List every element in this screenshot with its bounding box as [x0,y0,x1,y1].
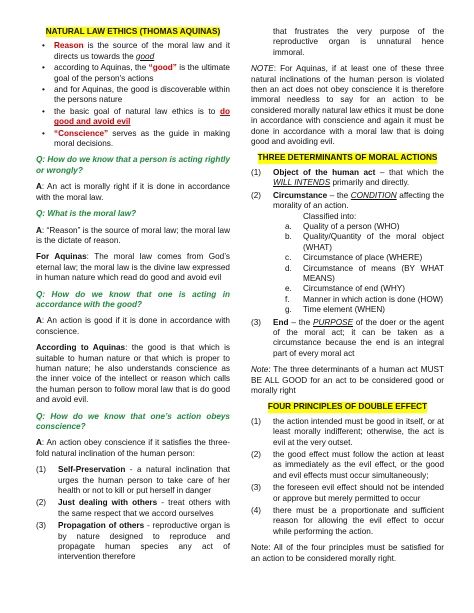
list-item: (1) Object of the human act – that which the WILL INTENDS primarily and directly. [251,167,444,188]
determinants-list [251,168,444,359]
sublist-item: b. Quality/Quantity of the moral object (WHAT) [285,232,444,252]
sublist-item: e. Circumstance of end (WHY) [285,284,405,294]
note-double-effect: Note: All of the four principles must be satisfied for an action to be considered morally right. [251,543,444,563]
sublist-item: f. Manner in which action is done (HOW) [285,294,444,304]
natural-law-bullets [36,41,230,149]
answer-2: A: “Reason” is the source of moral law; the moral law is the dictate of reason. [36,225,230,245]
list-item: (3) Propagation of others - reproductive organ is by nature designed to reproduce and propagate human species any act of intervention therefore [36,521,231,562]
aquinas-good: According to Aquinas: the good is that which is suitable to human nature or that which is proper to human nature; he also understands conscience as the inner voice of the intellect or reason which calls the human person to follow moral law that is do good and avoid evil. [36,343,230,405]
section-title-double-effect: FOUR PRINCIPLES OF DOUBLE EFFECT [267,402,428,412]
list-item: (4) there must be a proportionate and sufficient reason for allowing the evil effect to occur while performing the action. [251,506,444,536]
section-title-natural-law: NATURAL LAW ETHICS (THOMAS AQUINAS) [45,27,221,36]
aquinas-moral-law: For Aquinas: The moral law comes from God’s eternal law; the moral law is the divine law expressed in human nature which read do good and avoid evil [36,252,230,283]
answer-3: A: An action is good if it is done in accordance with conscience. [36,316,230,336]
answer-4: A: An action obey conscience if it satisfies the three-fold natural inclination of the human person: [36,438,230,458]
list-item: (2) Circumstance – the CONDITION affecting the morality of an action. Classified into: a. Quality of a person (WHO) b. Quality/Quantity of the moral object (WHAT) c. Circumstance of place (WHERE) d. Circumstance of means (BY WHAT MEANS) e. Circumstance of end (WHY) f. Manner in which action is done (HOW) g. Time element (WHEN) [251,190,445,315]
circumstance-sublist [273,222,444,316]
bullet-item: • according to Aquinas, the “good” is the ultimate goal of the person's actions [54,63,230,84]
list-item: (1) Self-Preservation - a natural inclination that urges the human person to take care of her health or not to kill or put herself in danger [36,465,230,496]
question-3: Q: How do we know that one is acting in accordance with the good? [36,289,230,309]
sublist-item: g. Time element (WHEN) [285,305,386,315]
list-item: (3) the foreseen evil effect should not be intended or approve but merely permitted to occur [251,483,444,503]
section-title-determinants: THREE DETERMINANTS OF MORAL ACTIONS [257,153,438,163]
sublist-item: c. Circumstance of place (WHERE) [285,253,423,263]
list-item: (3) End – the PURPOSE of the doer or the agent of the moral act; it can be taken as a circumstance because the end is an integral part of every moral act [251,317,444,358]
left-column [36,27,230,569]
sublist-item: d. Circumstance of means (BY WHAT MEANS) [285,263,444,283]
inclinations-list [36,465,230,563]
classified-into-label: Classified into: [303,211,357,221]
bullet-item: • “Conscience” serves as the guide in making moral decisions. [54,129,230,150]
note-determinants: Note: The three determinants of a human act MUST BE ALL GOOD for an act to be considered good or morally right [251,365,444,395]
right-column [251,27,444,570]
bullet-item: • and for Aquinas, the good is discoverable within the persons nature [54,85,230,106]
note-aquinas: NOTE: For Aquinas, if at least one of these three natural inclinations of the human person is violated then an act does not obey conscience it is therefore immoral needless to say for an action to be considered morally natural law ethics it must be done in accordance with conscience and again it must be done in accordance with a moral law that is doing good and avoiding evil. [251,64,444,147]
inclination-continuation: that frustrates the very purpose of the reproductive organ is unnatural hence immoral. [273,27,444,57]
question-1: Q: How do we know that a person is acting rightly or wrongly? [36,155,230,175]
answer-1: A: An act is morally right if it is done in accordance with the moral law. [36,182,230,202]
list-item: (1) the action intended must be good in itself, or at least morally indifferent; otherwise, the act is evil at the very outset. [251,416,444,447]
list-item: (2) Just dealing with others - treat others with the same respect that we accord ourselves [36,498,230,518]
question-2: Q: What is the moral law? [36,209,137,219]
question-4: Q: How do we know that one’s action obeys conscience? [36,411,230,431]
bullet-item: • Reason is the source of the moral law and it directs us towards the good [54,41,230,62]
list-item: (2) the good effect must follow the action at least as immediately as the evil effect, or the good and evil effects must occur simultaneously; [251,450,444,480]
bullet-item: • the basic goal of natural law ethics is to do good and avoid evil [54,107,230,128]
double-effect-list [251,417,444,537]
sublist-item: a. Quality of a person (WHO) [285,221,400,231]
